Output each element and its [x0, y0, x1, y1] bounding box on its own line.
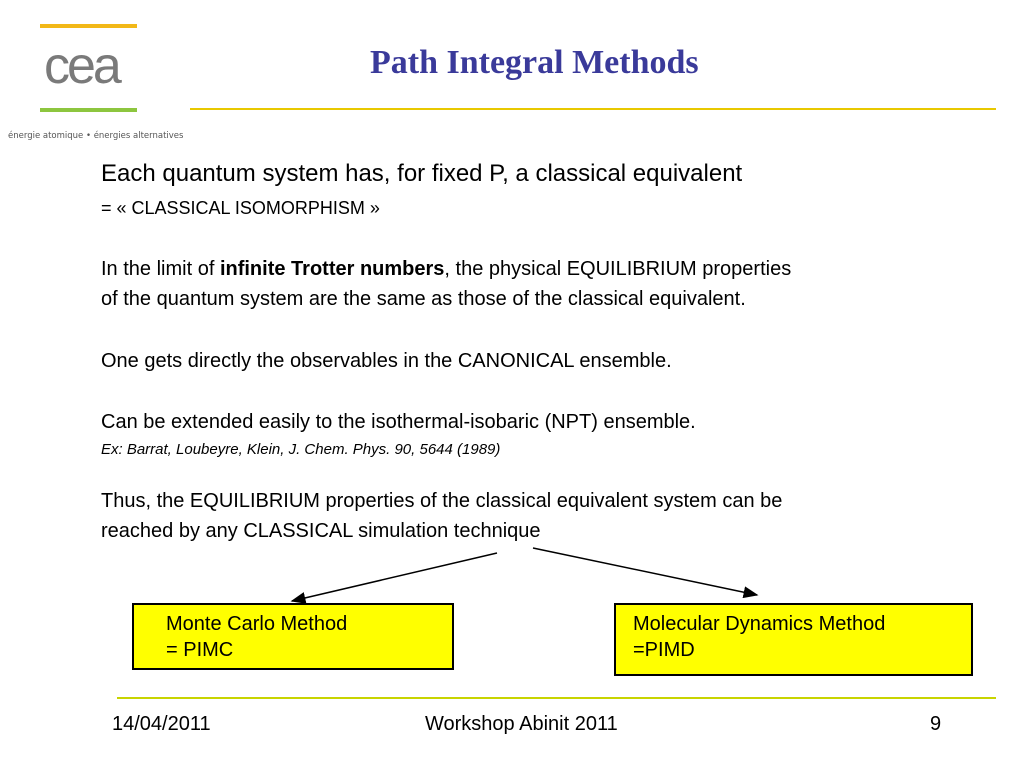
monte-carlo-label: Monte Carlo Method — [166, 613, 348, 635]
molecular-dynamics-label: Molecular Dynamics Method — [633, 613, 886, 635]
molecular-dynamics-box — [614, 603, 973, 676]
cea-logo: cea — [44, 37, 119, 95]
arrow-to-monte-carlo — [292, 553, 497, 601]
body-line-2: = « CLASSICAL ISOMORPHISM » — [101, 198, 380, 218]
pimd-label: =PIMD — [633, 639, 695, 661]
footer-date: 14/04/2011 — [112, 713, 211, 735]
logo-tagline: énergie atomique • énergies alternatives — [8, 131, 184, 141]
pimc-label: = PIMC — [166, 639, 234, 661]
reference-citation: Ex: Barrat, Loubeyre, Klein, J. Chem. Phys. 90, 5644 (1989) — [101, 441, 501, 458]
paragraph-5-line-1: Thus, the EQUILIBRIUM properties of the classical equivalent system can be — [101, 490, 783, 512]
paragraph-3: One gets directly the observables in the CANONICAL ensemble. — [101, 350, 672, 372]
monte-carlo-box — [132, 603, 454, 670]
body-line-1: Each quantum system has, for fixed P, a classical equivalent — [101, 160, 743, 187]
paragraph-2-text-before: In the limit of — [101, 258, 220, 280]
paragraph-5-line-2: reached by any CLASSICAL simulation technique — [101, 520, 541, 542]
slide-title: Path Integral Methods — [370, 44, 699, 81]
footer-event: Workshop Abinit 2011 — [425, 713, 618, 735]
paragraph-2-text-after: , the physical EQUILIBRIUM properties — [444, 258, 792, 280]
footer-rule — [117, 697, 996, 699]
arrow-to-molecular-dynamics — [533, 548, 757, 595]
paragraph-4: Can be extended easily to the isothermal-isobaric (NPT) ensemble. — [101, 411, 696, 433]
slide-number: 9 — [930, 713, 942, 735]
paragraph-2-line-2: of the quantum system are the same as those of the classical equivalent. — [101, 288, 746, 310]
paragraph-2-bold: infinite Trotter numbers — [219, 258, 445, 280]
